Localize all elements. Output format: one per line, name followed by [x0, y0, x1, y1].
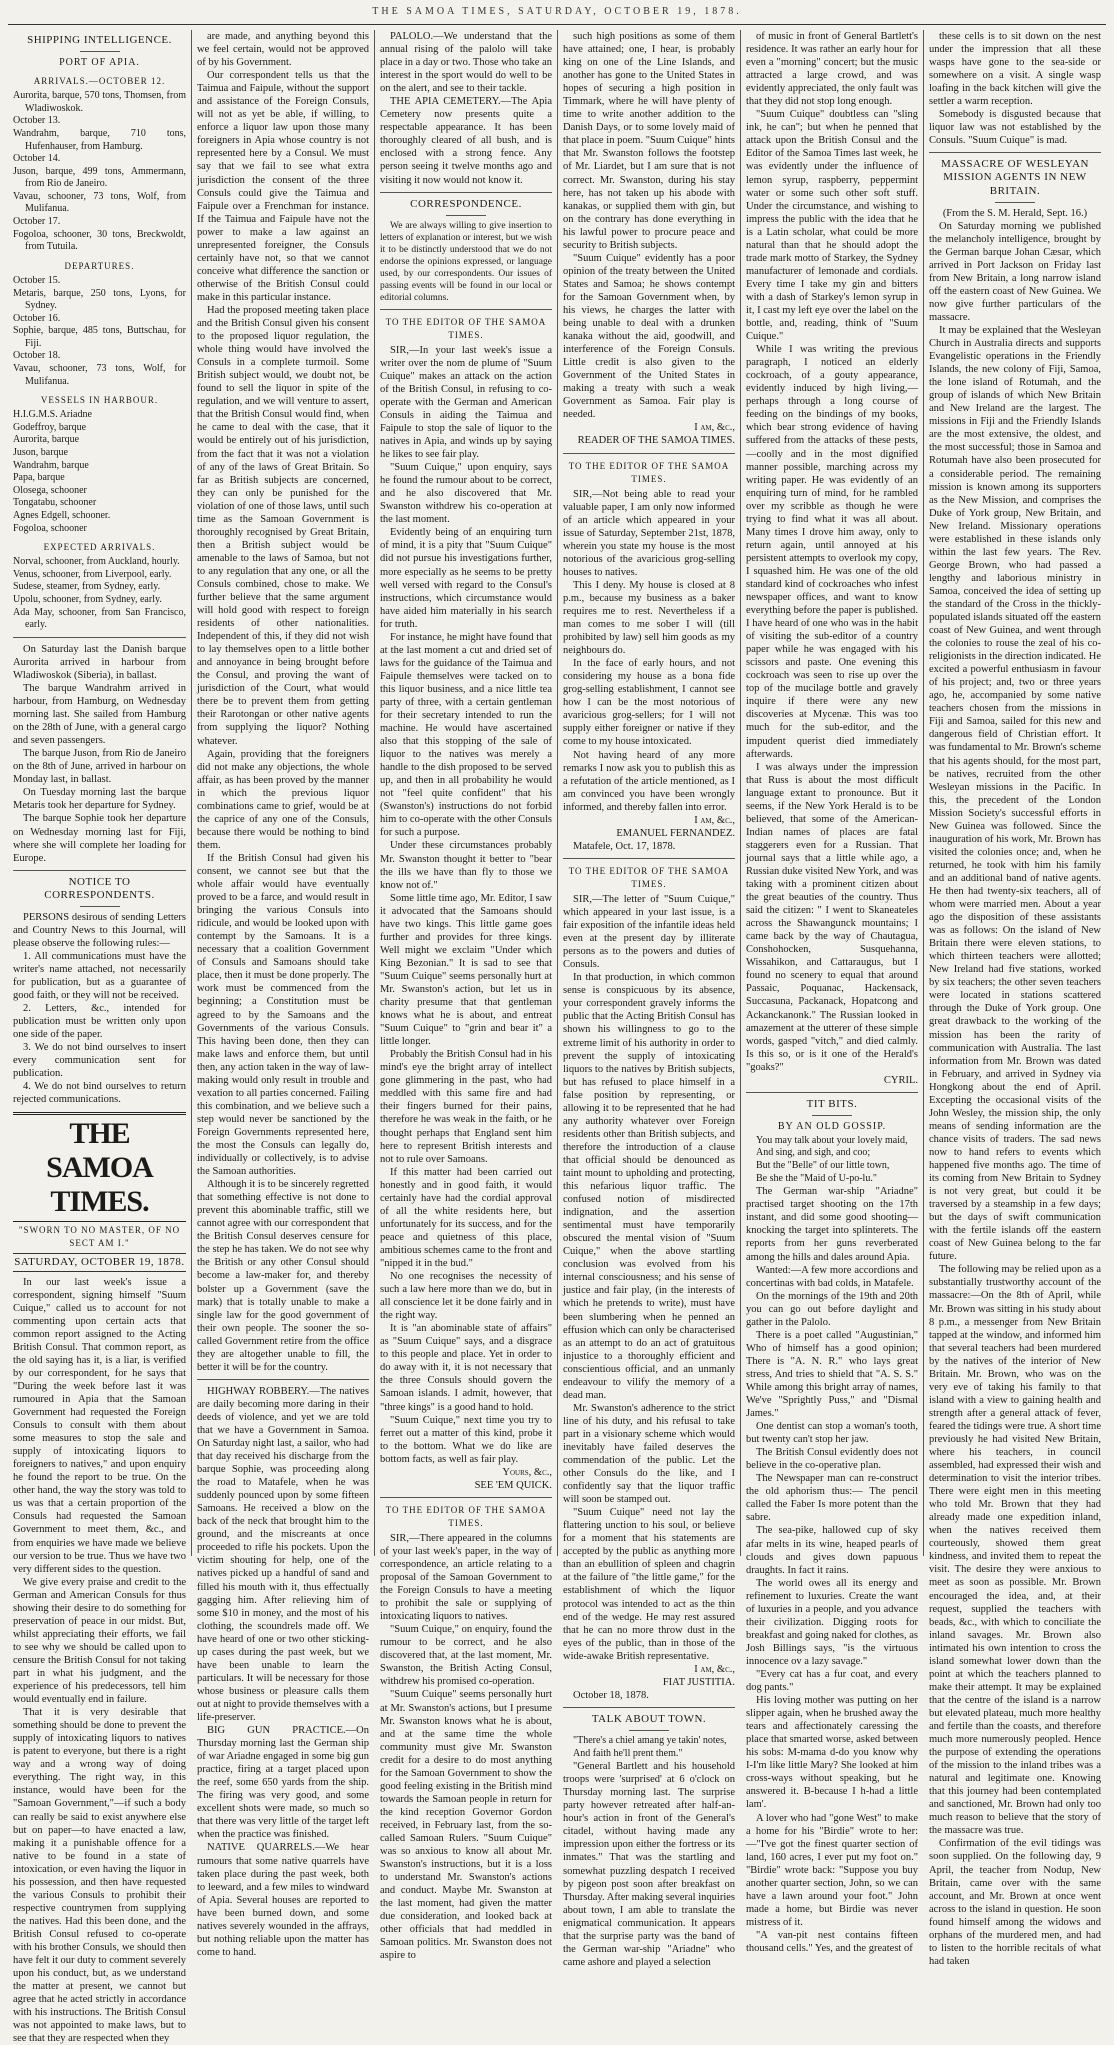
signature-line: Yours, &c., [502, 1466, 552, 1478]
column-2 [191, 30, 374, 1958]
running-head: THE SAMOA TIMES, SATURDAY, OCTOBER 19, 1878. [372, 6, 742, 17]
divider [80, 51, 120, 52]
expected-entry: Upolu, schooner, from Sydney, early. [13, 594, 162, 606]
expected-heading: EXPECTED ARRIVALS. [43, 542, 156, 553]
vessel-entry: Papa, barque [13, 472, 65, 484]
tit-bit-paragraph: The world owes all its energy and refinement to luxuries. Create the want of luxuries in a people, and you advance their civilization. Digging roots for breakfast and going naked for clothes, as Josh Billings says, "is the virtuous innocence ov a lazy savage." [746, 1577, 918, 1667]
leader-paragraph: We give every praise and credit to the German and American Consuls for thus showing their desire to do something for preservation of peace in our midst. But, whilst appreciating their efforts, we fail to see why we should be called upon to censure the British Consul for not taking part in what his judgment, and the experience of his predecessors, tell him would eventually end in failure. [13, 1576, 186, 1706]
column-6 [923, 30, 1106, 1967]
tit-bit-paragraph: Wanted:—A few more accordions and concertinas with bad colds, in Matafele. [746, 1264, 918, 1289]
expected-entry: Venus, schooner, from Liverpool, early. [13, 568, 172, 580]
letter-paragraph: SIR,—Not being able to read your valuable paper, I am only now informed of an article which appeared in your issue of Saturday, September 21st, 1878, wherein you state my house is the most notorious of the avaricious grog-selling houses to natives. [563, 488, 735, 578]
letter-paragraph: "Suum Cuique," on enquiry, found the rumour to be correct, and he also discovered that, at the last moment, Mr. Swanston, the British Acting Consul, withdrew his promised co-operation. [380, 1624, 552, 1688]
divider [380, 192, 552, 193]
arrival-entry: Fogoloa, schooner, 30 tons, Breckwoldt, from Tutuila. [13, 228, 186, 253]
arrivals-list [13, 90, 186, 254]
verse-line: Be she the "Maid of U-po-lu." [756, 1172, 877, 1184]
vessel-entry: Olosega, schooner [13, 484, 87, 496]
native-quarrels-item: NATIVE QUARRELS.—We hear rumours that some native quarrels have taken place during the past week, both to leeward, and a few miles to windward of Apia. Several houses are reported to have been burned down, and some natives severely wounded in the affrays, but nothing reliable upon the matter has come to hand. [197, 1842, 369, 1958]
divider [929, 152, 1101, 153]
vessel-entry: Godeffroy, barque [13, 421, 87, 433]
divider [13, 637, 186, 638]
notice-intro: PERSONS desirous of sending Letters and Country News to this Journal, will please observe the following rules:— [13, 911, 186, 949]
shipping-heading: SHIPPING INTELLIGENCE. [27, 34, 172, 46]
letter-paragraph: "Suum Cuique" seems personally hurt at Mr. Swanston's actions, but I presume Mr. Swanston knows what he is about, and at the same time the whole community must give Mr. Swanston credit for a desire to do most anything for the Samoan Government to show the good feeling existing in the British mind towards the Samoan people in return for the kind reception Governor Gordon received, in February last, from the so-called Samoan Rulers. "Suum Cuique" was so anxious to know all about Mr. Swanston's instructions, but it is a loss to understand Mr. Swanston's actions and conduct. Maybe Mr. Swanston at the last moment, had given the matter due consideration, and looked back at other officials that had meddled in Samoan politics. Mr. Swanston does not aspire to [380, 1689, 552, 1962]
departure-entry: October 18. [13, 350, 61, 362]
letter-reader [380, 1532, 552, 1963]
talk-paragraph: I was always under the impression that Russ is about the most difficult language extant to pronounce. But it seems, if the New York Herald is to be believed, that some of the American-Indian names of places are fatal staggerers even for a Russian. That journal says that a little while ago, a Russian duke visited New York, and was taking with a prominent citizen about the great beauties of the country. Thus said the citizen: " I went to Skaneateles across the Shawangunck mountains; I came back by the way of Chautagua, Conshohocken, Susquehanna, Wissahikon, and Cattaraugus, but I found no scenery to equal that around Passaic, Poquanac, Hackensack, Succasuna, Packanack, Hopatcong and Ackanckanonk." The Russian looked in amazement at the utterer of these simple words, gasped "vitch," and died calmly. Is this so, or is it one of the Herald's "goaks?" [746, 761, 918, 1073]
letter-paragraph: If this matter had been carried out honestly and in good faith, it would certainly have had the cordial approval of all the white residents here, but unfortunately for its success, and for the peace and quietness of this place, ambitious schemes came to the front and "nipped it in the bud." [380, 1166, 552, 1269]
letter-paragraph: SIR,—In your last week's issue a writer over the nom de plume of "Suum Cuique" makes an attack on the action of the British Consul, in refusing to co-operate with the German and American Consuls in aiding the Taimua and Faipule to stop the sale of liquor to the natives in Apia, and winds up by saying he likes to see fair play. [380, 344, 552, 461]
divider [746, 1092, 918, 1093]
letter-address: TO THE EDITOR OF THE SAMOA TIMES. [385, 316, 547, 340]
letter-paragraph: Evidently being of an enquiring turn of mind, it is a pity that "Suum Cuique" did not pursue his investigations further, more especially as he seems to be pretty well versed with regard to the Consul's instructions, which circumstance would have aided him materially in his search for truth. [380, 527, 552, 630]
issue-date: SATURDAY, OCTOBER 19, 1878. [13, 1253, 186, 1272]
divider [995, 202, 1035, 203]
signature-line: FIAT JUSTITIA. [662, 1676, 735, 1688]
tit-bit-paragraph: One dentist can stop a woman's tooth, but twenty can't stop her jaw. [746, 1421, 918, 1446]
divider [380, 1497, 552, 1498]
leader-paragraph: That it is very desirable that something should be done to prevent the supply of intoxicating liquors to natives is patent to everyone, but there is a right way and a wrong way of doing everything. The right way, in this instance, would have been for the "Samoan Government,"—if such a body can really be said to exist anywhere else but on paper—to have enacted a law, making it a punishable offence for a native to be found in a state of intoxication, or even having the liquor in his possession, and then have requested the various Consuls to prohibit their respective countrymen from supplying the natives. Had this been done, and the British Consul refused to co-operate with his brother Consuls, we should then have felt it our duty to comment severely upon his conduct, but, as we understand the matter at present, we cannot but agree that he acted strictly in accordance with his instructions. The British Consul was not appointed to make laws, but to see that they are respected when they [13, 1707, 186, 2045]
divider [563, 453, 735, 454]
shipping-paragraph: On Tuesday morning last the barque Metaris took her departure for Sydney. [13, 787, 186, 812]
massacre-heading: MASSACRE OF WESLEYAN MISSION AGENTS IN NEW BRITAIN. [941, 158, 1089, 197]
verse-line: But the "Belle" of our little town, [756, 1160, 890, 1172]
leader-article [13, 1276, 186, 2045]
masthead-title: THE SAMOA TIMES. [13, 1112, 186, 1222]
column-3 [374, 30, 557, 1962]
expected-list [13, 556, 186, 632]
vessel-entry: Tongatabu, schooner [13, 497, 97, 509]
notice-rule: 3. We do not bind ourselves to insert every communication sent for publication. [13, 1042, 186, 1080]
harbour-heading: VESSELS IN HARBOUR. [40, 395, 159, 406]
divider [13, 870, 186, 871]
departure-entry: Vavau, schooner, 73 tons, Wolf, for Mulifanua. [13, 363, 186, 387]
leader-continued [197, 30, 369, 1374]
header-rule [8, 24, 1106, 25]
vessel-entry: Juson, barque [13, 447, 68, 459]
tit-bit-paragraph: "Every cat has a fur coat, and every dog pants." [746, 1669, 918, 1694]
correspondence-note: We are always willing to give insertion to letters of explanation or interest, but we wish it to be distinctly understood that we do not endorse the opinions expressed, or language used, by our correspondents. Our issues of passing events will be found in our local or editorial columns. [380, 220, 552, 303]
letter-signature [563, 1663, 735, 1689]
letter-paragraph: Mr. Swanston's adherence to the strict line of his duty, and his refusal to take part in a visionary scheme which would inevitably have failed deserves the commendation of the public. Let the other Consuls do the like, and I confidently say that the liquor traffic will soon be stamped out. [563, 1402, 735, 1506]
leader-paragraph: Our correspondent tells us that the Taimua and Faipule, without the support and assistance of the Foreign Consuls, will not as yet be able, if willing, to enforce a liquor law upon those many foreigners in Apia whose country is not represented here by a Consul. We must say that we fail to see what extra jurisdiction the consent of the three Consuls could give the Taimua and Faipule over a Frenchman for instance. If the Taimua and Faipule have not the power to make a law against an unrepresented foreigner, the Consuls certainly have not, so that we cannot conceive what difference the sanction or otherwise of the British Consul could make in this particular instance. [197, 70, 369, 303]
divider [380, 309, 552, 310]
massacre-paragraph: Confirmation of the evil tidings was soon supplied. On the following day, 9 April, the teacher from Nodup, New Britain, came over with the same account, and Mr. Brown at once went across to the island in question. He soon found himself among the widows and orphans of the murdered men, and had to listen to the horrible recitals of what had taken [929, 1838, 1101, 1967]
leader-paragraph: In our last week's issue a correspondent, signing himself "Suum Cuique," called us to account for not commenting upon certain acts that common report assigned to the Acting British Consul. That common report, as the old saying has it, is a liar, is verified by our correspondent, for he says that "During the week before last it was rumoured in Apia that the Samoan Government had requested the Foreign Consuls to consult with them about some measures to stop the sale and supply of intoxicating liquors to foreigners to natives," and upon enquiry he found the report to be true. On the other hand, the way the story was told to us was that a certain proportion of the Consuls had requested the Samoan Government to meet them, &c., and from enquiries we have made we believe our version to be true. Thus we have two very different sides to the question. [13, 1276, 186, 1575]
massacre-paragraph: The following may be relied upon as a substantially trustworthy account of the massacre:—On the 8th of April, while Mr. Brown was sitting in his study about 8 p.m., a messenger from New Britain tapped at the window, and informed him that several teachers had been murdered by the natives of the interior of New Britain. Mr. Brown, who was on the very eve of taking his family to that island with a view to gaining health and strength after a general attack of fever, feared the tidings were true. A short time previously he had visited New Britain, where his teachers, in council assembled, had expressed their wish and determination to visit the interior tribes. There were eight men in this meeting who told Mr. Brown that they had already made one expedition inland, when the natives received them courteously, showed them great kindness, and invited them to repeat the visit. The desire they were anxious to meet as soon as possible. Mr. Brown encouraged the idea, and, at their request, supplied the teachers with beads, &c., with which to conciliate the inland savages. Mr. Brown also intimated his own intention to cross the island somewhat lower down than the point at which the teachers planned to make their attempt. It may be explained that the centre of the island is a narrow but elevated plateau, much more healthy and fertile than the coasts, and therefore much more numerously peopled. Hence the purpose of extending the operations of the mission to the inland tribes was a natural and legitimate one. Knowing that this journey had been contemplated and sanctioned, Mr. Brown had only too much reason to believe that the story of the massacre was true. [929, 1264, 1101, 1837]
letter-paragraph: Probably the British Consul had in his mind's eye the bright array of intellect gone glimmering in the past, who had meddled with this same fire and had their fingers burned for their pains, therefore he was weak in the faith, or he thought perhaps that England sent him here to represent British interests and not to rule over Samoans. [380, 1049, 552, 1165]
expected-entry: Sudese, steamer, from Sydney, early. [13, 581, 161, 593]
letter-paragraph: Under these circumstances probably Mr. Swanston thought it better to "bear the ills we have than fly to those we know not of." [380, 840, 552, 891]
letter-paragraph: SIR,—There appeared in the columns of your last week's paper, in the way of correspondence, an article relating to a proposal of the Samoan Government to the Foreign Consuls to have a meeting to prohibit the sale or supplying of intoxicating liquors to natives. [380, 1532, 552, 1623]
letter-paragraph: "Suum Cuique" evidently has a poor opinion of the treaty between the United States and Samoa; he shows contempt for the Samoan Government when, by his views, he charges the latter with being unable to deal with a drunken kanaka without the aid, goodwill, and interference of the Foreign Consuls. Little credit is also given to the Government of the United States in making a treaty with such a weak Government as Samoa. Fair play is needed. [563, 252, 735, 421]
letter-paragraph: SIR,—The letter of "Suum Cuique," which appeared in your last issue, is a fair exposition of the infantile ideas held even at the present day by illiterate persons as to the powers and duties of Consuls. [563, 894, 735, 971]
signature-line: I am, &c., [694, 422, 735, 434]
letter-reader-continued [563, 30, 735, 421]
arrival-entry: October 17. [13, 216, 61, 228]
talk-signature: CYRIL. [883, 1074, 918, 1086]
signature-line: I am, &c., [694, 1663, 735, 1675]
talk-about-town-continued [746, 30, 918, 1074]
shipping-paragraph: The barque Juson, from Rio de Janeiro on the 8th of June, arrived in harbour on Monday last, in ballast. [13, 748, 187, 786]
letter-paragraph: Not having heard of any more remarks I now ask you to publish this as a refutation of the article mentioned, as I am convinced you have been wrongly informed, and thereby fallen into error. [563, 749, 735, 813]
tit-bits [746, 1185, 918, 1955]
letter-paragraph: "Suum Cuique" need not lay the flattering unction to his soul, or believe for a moment that his statements are accepted by the public as anything more than an ebullition of spleen and chagrin at the failure of "the little game," for the establishment of which the liquor protocol was intended to act as the thin end of the wedge. He may rest assured that he can no more throw dust in the eyes of the public, than in those of the wide-awake British representative. [563, 1507, 735, 1662]
arrival-entry: Wandrahm, barque, 710 tons, Hufenhauser, from Hamburg. [13, 127, 186, 152]
letter-signature [563, 814, 735, 840]
cemetery-item: THE APIA CEMETERY.—The Apia Cemetery now presents quite a respectable appearance. It has been thoroughly cleared of all bush, and is enclosed with a strong fence. Any person seeing it twelve months ago and visiting it now would not know it. [380, 96, 552, 186]
leader-paragraph: If the British Consul had given his consent, we cannot see but that the whole affair would have eventually proved to be a farce, and would result in bringing the various Consuls into ridicule, and would be looked upon with contempt by the Samoans. It is a necessary that a coalition Government of Consuls and Samoans should take place, then it must be done properly. The work must be commenced from the beginning; a Constitution must be agreed to by the Samoans and the Governments of the various Consuls. This having been done, then they can make laws and enforce them, but until then, any action taken in the way of law-making would only result in trouble and vexation to all parties concerned. Failing this combination, and we believe such a step would never be sanctioned by the Foreign Governments represented here, the most the Consuls can legally do, individually or collectively, is to advise the Samoan authorities. [197, 852, 369, 1178]
notice-rule: 2. Letters, &c., intended for publication must be written only upon one side of the paper. [13, 1003, 186, 1041]
talk-about-town [563, 1760, 735, 1969]
vessel-entry: Wandrahm, barque [13, 459, 89, 471]
letter-address: TO THE EDITOR OF THE SAMOA TIMES. [568, 865, 730, 889]
tit-bits-byline: BY AN OLD GOSSIP. [777, 1120, 887, 1132]
leader-paragraph: are made, and anything beyond this we feel certain, would not be approved of by his Government. [197, 31, 369, 69]
expected-entry: Norval, schooner, from Auckland, hourly. [13, 556, 180, 568]
verse-line: And sing, and sigh, and coo; [756, 1147, 871, 1159]
column-1 [8, 30, 191, 2045]
verse-line: "There's a chiel amang ye takin' notes, [573, 1734, 727, 1746]
letter-paragraph: "Suum Cuique," upon enquiry, says he found the rumour about to be correct, and he also discovered that Mr. Swanston withdrew his co-operation at the last moment. [380, 462, 552, 526]
signature-line: READER OF THE SAMOA TIMES. [577, 435, 735, 447]
tit-bit-paragraph: A lover who had "gone West" to make a home for his "Birdie" wrote to her:—"I've got the finest quarter section of land, 160 acres, I ever put my foot on." "Birdie" wrote back: "Suppose you buy another quarter section, John, so we can have a lawn around your foot." John made a home, but Birdie was never mistress of it. [746, 1812, 918, 1928]
expected-entry: Ada May, schooner, from San Francisco, early. [13, 606, 186, 631]
arrival-entry: Vavau, schooner, 73 tons, Wolf, from Mulifanua. [13, 190, 186, 215]
notice-rule: 4. We do not bind ourselves to return rejected communications. [13, 1081, 186, 1106]
massacre-source: (From the S. M. Herald, Sept. 16.) [942, 207, 1088, 219]
talk-paragraph: of music in front of General Bartlett's residence. It was rather an early hour for even a "morning" concert; but the music attracted a large crowd, and was evidently appreciated, the only fault was that they did not stop long enough. [746, 31, 918, 108]
tit-bit-paragraph: "A van-pit nest contains fifteen thousand cells." Yes, and the greatest of [746, 1929, 918, 1954]
verse-line: And faith he'll prent them." [573, 1747, 683, 1759]
letter-paragraph: For instance, he might have found that at the last moment a cut and dried set of laws for the guidance of the Taimua and Faipule themselves were tacked on to this liquor business, and a nice little tea party of three, with a certain gentleman for their secretary intended to run the machine. He would have ascertained also that this stopping of the sale of liquor to the natives was merely a handle to the dish proposed to be served up, and then in all probability he would not "feel quite confident" that his (Swanston's) instructions do not forbid him to co-operate with the other Consuls for such a purpose. [380, 631, 552, 839]
massacre-article [929, 220, 1101, 1968]
tit-bit-paragraph: There is a poet called "Augustinian," Who of himself has a good opinion; There is "A. N. R." who lays great stress, And tries to shield that "A. S. S." While among this bright array of names, We've "Sprightly Puss," and "Dismal James." [746, 1329, 918, 1420]
letter-paragraph: such high positions as some of them have attained; one, I hear, is probably king on one of the Line Islands, and another has gone to the United States in hopes of securing a high position in Timmark, where he will have plenty of time to write another addition to the Danish Days, or to some lovely maid of that place in poem. "Suum Cuique" hints that Mr. Swanston follows the footstep of Mr. Liardet, but I am sure that is not correct. Mr. Swanston, during his stay here, has not taken up his abode with kanakas, or supplied them with gin, but on the contrary has done everything in his lawful power to procure peace and security to British subjects. [563, 31, 735, 251]
signature-line: EMANUEL FERNANDEZ. [616, 827, 735, 839]
letter-fiat-justitia [563, 893, 735, 1663]
departure-entry: Metaris, barque, 250 tons, Lyons, for Sydney. [13, 287, 186, 312]
signature-line: I am, &c., [694, 814, 735, 826]
shipping-notes [13, 643, 186, 865]
tit-bit-paragraph: The Newspaper man can re-construct the old aphorism thus:— The pencil called the Faber Is more potent than the sabre. [746, 1473, 918, 1524]
departures-list [13, 275, 186, 388]
divider [563, 858, 735, 859]
divider [80, 906, 120, 907]
letter-signature [563, 421, 735, 447]
talk-about-town-heading: TALK ABOUT TOWN. [591, 1712, 707, 1725]
letter-dateline: October 18, 1878. [573, 1689, 649, 1701]
vessel-entry: Agnes Edgell, schooner. [13, 510, 111, 522]
arrival-entry: October 14. [13, 153, 61, 165]
arrival-entry: Aurorita, barque, 570 tons, Thomsen, from Wladiwoskok. [13, 90, 186, 114]
departure-entry: Sophie, barque, 485 tons, Buttschau, for Fiji. [13, 325, 186, 349]
departure-entry: October 15. [13, 274, 61, 286]
tit-bit-paragraph: The German war-ship "Ariadne" practised target shooting on the 17th instant, and did some good shooting—knocking the target into splinterets. The reports from her guns reverberated among the hills and dales around Apia. [746, 1186, 918, 1263]
talk-epigraph [563, 1735, 735, 1760]
shipping-paragraph: On Saturday last the Danish barque Aurorita arrived in harbour from Wladiwoskok (Siberia), in ballast. [13, 643, 186, 681]
notice-rule: 1. All communications must have the writer's name attached, not necessarily for publication, but as a guarantee of good faith, or they will not be received. [13, 950, 186, 1002]
letter-paragraph: In the face of early hours, and not considering my house as a bona fide grog-selling establishment, I cannot see how I can be the most notorious of avaricious grog-sellers; for I will not supply either foreigner or native if they come to my house intoxicated. [563, 658, 735, 748]
letter-see-em-quick [380, 344, 552, 1466]
divider [812, 1115, 852, 1116]
arrivals-heading: ARRIVALS.—OCTOBER 12. [33, 76, 166, 87]
leader-paragraph: Had the proposed meeting taken place and the British Consul given his consent to the proposed liquor regulation, the whole thing would have involved the Consuls in a complete turmoil. Some British subject would, we doubt not, be found to sell the liquor in spite of the regulation, and we will venture to assert, that the British Consul would find, when he came to deal with the case, that it would be entirely out of his jurisdiction, from the fact that it was not a violation of any of the laws of Great Britain. So far as British subjects are concerned, they can only be punished for the violation of one of those laws, until such time as the Samoan Government is thoroughly recognised by Great Britain, then a British subject would be amenable to the laws of Samoa, but not to any regulation that any one, or all the Consuls combined, chose to make. We further believe that the same argument will hold good with respect to foreign residents of other nationalities. Independent of this, if they did not wish to lay themselves open to a little bother and annoyance in being brought before the Consul, and proving the want of jurisdiction of the Court, what would there be to prevent them from getting their Rarotongan or other native agents from supplying the liquor? Nothing whatever. [197, 304, 369, 747]
tit-bits-verse [746, 1135, 918, 1185]
notice-rules [13, 950, 186, 1107]
tit-bit-paragraph: The sea-pike, hallowed cup of sky afar melts in its wine, heaped pearls of clouds and gives down papuous draughts. In fact it rains. [746, 1525, 918, 1576]
letter-dateline: Matafele, Oct. 17, 1878. [573, 840, 676, 852]
massacre-paragraph: It may be explained that the Wesleyan Church in Australia directs and supports Evangelistic operations in the Friendly Islands, the new colony of Fiji, Samoa, the lone island of Rotumah, and the group of islands of which New Britain and New Ireland are the largest. The missions in Fiji and the Friendly Islands are the most extensive, the oldest, and the most successful; those in Samoa and Rotumah have also been prosecuted for a considerable period. The remaining mission is known among its supporters as the New Mission, and comprises the Duke of York group, New Britain, and New Ireland. Missionary operations were established in these islands only within the last few years. The Rev. George Brown, who had passed a lengthy and laborious ministry in Samoa, conceived the idea of setting up the standard of the Cross in the thickly-populated islands situated off the eastern coast of New Guinea, and went through the colonies to rouse the zeal of his co-religionists in the direction indicated. He excited a powerful enthusiasm in favour of his project; and, two or three years ago, he, accompanied by some native teachers chosen from the missions in Fiji and Samoa, sailed for this new and dangerous field of Christian effort. It was fundamental to Mr. Brown's scheme that his agents should, for the most part, be natives, recruited from the other Wesleyan missions in the Pacific. In this, the precedent of the London Mission Society's successful efforts in New Guinea was followed. Since the inauguration of his work, Mr. Brown has visited the colonies once; and, when he returned, he took with him his family and an additional band of native agents. He then had twenty-six teachers, all of whom were married men. About a year ago the disposition of these assistants was as follows: On the island of New Britain there were eleven stations, to which thirteen teachers were allotted; New Ireland had five stations, worked by six teachers; the other seven teachers were located in stations scattered through the Duke of York group. One great drawback to the working of the mission has been the rarity of communication with Australia. The last information from Mr. Brown was dated in February, and arrived in Sydney via Hongkong about the end of April. Excepting the occasional visits of the John Wesley, the mission ship, the only means of sending information are the chance visits of traders. The sad news now to hand refers to events which happened five months ago. The time of its coming from New Britain to Sydney is not very great, but could it be traversed by a steamship in a few days; but the days of swift communication with the fertile islands off the eastern coast of New Guinea belong to the far future. [929, 324, 1101, 1263]
correspondence-heading: CORRESPONDENCE. [410, 197, 522, 210]
column-4 [557, 30, 740, 1968]
vessel-entry: Fogoloa, schooner [13, 522, 87, 534]
arrival-entry: Juson, barque, 499 tons, Ammermann, from Rio de Janeiro. [13, 165, 186, 190]
tit-bit-paragraph: The British Consul evidently does not believe in the co-operative plan. [746, 1447, 918, 1472]
letter-address: TO THE EDITOR OF THE SAMOA TIMES. [568, 460, 730, 484]
port-heading: PORT OF APIA. [59, 57, 140, 69]
signature-line: SEE 'EM QUICK. [474, 1479, 552, 1491]
tit-bits-heading: TIT BITS. [806, 1097, 858, 1110]
letter-fernandez [563, 488, 735, 814]
divider [197, 1379, 369, 1380]
verse-line: You may talk about your lovely maid, [756, 1134, 908, 1146]
talk-paragraph: "Suum Cuique" doubtless can "sling ink, he can"; but when he penned that attack upon the British Consul and the Editor of the Samoa Times last week, he was evidently under the influence of lemon syrup, raspberry, peppermint water or some such other soft stuff. Under the circumstance, and wishing to impress the public with the idea that he is a Latin scholar, what could be more natural than that he should adopt the trade mark motto of Starkey, the Sydney manufacturer of lemonade and cordials. Every time I take my gin and bitters with a dash of Starkey's lemon syrup in it, I cast my left eye over the label on the bottle, and, reading, think of "Suum Cuique." [746, 109, 918, 343]
shipping-paragraph: The barque Sophie took her departure on Wednesday morning last for Fiji, where she will complete her loading for Europe. [13, 813, 186, 864]
tit-bit-paragraph: His loving mother was putting on her slipper again, when he brushed away the tears and affectionately caressing the place that smarted worse, asked between his sobs: M-mama d-do you know why I-I'm like little Mary? She looked at him cross-ways without speaking, but he answered it. B-because I h-had a little lam'. [746, 1695, 918, 1811]
tit-bit-paragraph: these cells is to sit down on the nest under the impression that all these wasps have gone to the sea-side or somewhere on a visit. A single wasp loafing in the back kitchen will give the settler a warm reception. [929, 31, 1101, 108]
highway-robbery-item: HIGHWAY ROBBERY.—The natives are daily becoming more daring in their deeds of violence, and yet we are told that we have a Government in Samoa. On Saturday night last, a sailor, who had that day received his discharge from the barque Sophie, was proceeding along the road to Matafele, when he was suddenly pounced upon by some fifteen Samoans. He received a blow on the back of the neck that brought him to the ground, and the miscreants at once proceeded to rifle his pockets. Upon the victim shouting for help, one of the natives picked up a handful of sand and filled his mouth with it, thus effectually gagging him. After relieving him of some $10 in money, and the most of his clothing, the scoundrels made off. We have heard of one or two other sticking-up cases during the past week, but we have been unable to learn the particulars. It will be necessary for those whose business or pleasure calls them out at night to provide themselves with a life-preserver. [197, 1385, 369, 1723]
harbour-list [13, 409, 186, 535]
talk-paragraph: "General Bartlett and his household troops were 'surprised' at 6 o'clock on Thursday morning last. The surprise party however retreated after half-an-hour's action in front of the General's citadel, without having made any impression upon either the fortress or its inmates." That was the startling and somewhat puzzling despatch I received by pigeon post soon after breakfast on Thursday. After making several inquiries about town, I am able to translate the enigmatical communication. It appears that the surprise party was the band of the German war-ship "Ariadne" who came ashore and played a selection [563, 1761, 735, 1968]
letter-signature [380, 1466, 552, 1492]
tit-bits-continued [929, 30, 1101, 147]
tit-bit-paragraph: On the mornings of the 19th and 20th you can go out before daylight and gather in the Palolo. [746, 1290, 918, 1328]
vessel-entry: H.I.G.M.S. Ariadne [13, 409, 92, 421]
divider [563, 1707, 735, 1708]
departure-entry: October 16. [13, 312, 61, 324]
vessel-entry: Aurorita, barque [13, 434, 80, 446]
massacre-paragraph: On Saturday morning we published the melancholy intelligence, brought by the German barque Johan Cæsar, which arrived in Port Jackson on Friday last from New Britain, a long narrow island off the eastern coast of New Guinea. We now give further particulars of the massacre. [929, 220, 1101, 323]
column-5 [740, 30, 923, 1954]
letter-address: TO THE EDITOR OF THE SAMOA TIMES. [385, 1504, 547, 1528]
talk-paragraph: While I was writing the previous paragraph, I noticed an elderly cockroach, of a gouty appearance, evidently induced by high living,—perhaps through a long course of feeding on the bindings of my books, which bear strong evidence of having suffered from the attacks of these pests,—coolly and in the most dignified manner possible, marching across my writing paper. He was evidently of an enquiring turn of mind, for he rambled over my scribble as though he were trying to find what it was all about. Many times I drove him away, only to return again, until annoyed at his persistent attempts to overlook my copy, I squashed him. He was one of the old standard kind of cockroaches who infest newspaper offices, and want to know everything before the paper is published. I have heard of one who was in the habit of visiting the sub-editor of a country paper while he was engaged with his scissors and paste. One evening this cockroach was seen to rise up over the top of the mucilage bottle and gravely inquire if there were any new discoveries at Mycenæ. This was too much for the sub-editor, and the impudent querist died immediately afterwards. [746, 344, 918, 760]
arrival-entry: October 13. [13, 115, 61, 127]
divider [446, 215, 486, 216]
leader-paragraph: Although it is to be sincerely regretted that something effective is not done to prevent this abominable traffic, still we cannot agree with our correspondent that the British Consul deserves censure for the step he has taken. We do not see why the British or any other Consul should become a law-maker for, and thereby bolster up a Government (save the mark) that is totally unable to make a single law for the good government of their own people. The sooner the so-called Government retire from the office they are altogether unable to fill, the better it will be for the country. [197, 1179, 369, 1373]
notice-heading: NOTICE TO CORRESPONDENTS. [44, 875, 155, 901]
letter-paragraph: No one recognises the necessity of such a law here more than we do, but in all conscience let it be done fairly and in the right way. [380, 1271, 552, 1322]
letter-paragraph: This I deny. My house is closed at 8 p.m., because my business as a baker requires me to rest. Nevertheless if a man comes to me sober I will (till prohibited by law) sell him goods as my neighbours do. [563, 579, 735, 657]
departures-heading: DEPARTURES. [64, 260, 135, 271]
divider [629, 1730, 669, 1731]
shipping-paragraph: The barque Wandrahm arrived in harbour, from Hamburg, on Wednesday morning last. She sailed from Hamburg on the 28th of June, with a general cargo and seven passengers. [13, 682, 186, 747]
masthead-motto: "SWORN TO NO MASTER, OF NO SECT AM I." [18, 1225, 181, 1249]
columns [8, 30, 1108, 2045]
leader-paragraph: Again, providing that the foreigners did not make any objections, the whole affair, as has been proved by the manner in which the previous liquor combinations came to grief, would be at the caprice of any one of the Consuls, because there would be nothing to bind them. [197, 748, 369, 851]
tit-bit-paragraph: Somebody is disgusted because that liquor law was not established by the Consuls. "Suum Cuique" is mad. [929, 109, 1101, 147]
letter-paragraph: "Suum Cuique," next time you try to ferret out a matter of this kind, probe it to the bottom. What we do like are bottom facts, as well as fair play. [380, 1414, 552, 1465]
palolo-item: PALOLO.—We understand that the annual rising of the palolo will take place in a day or two. Those who take an interest in the sport would do well to be on the alert, and see to their tackle. [380, 31, 552, 95]
big-gun-practice-item: BIG GUN PRACTICE.—On Thursday morning last the German ship of war Ariadne engaged in some big gun practice, firing at a target placed upon the reef, some 650 yards from the ship. The firing was very good, and some excellent shots were made, so much so that there was very little of the target left when the practice was finished. [197, 1725, 369, 1841]
letter-paragraph: Some little time ago, Mr. Editor, I saw it advocated that the Samoans should have two kings. This little game goes further and provides for three kings. Well might we exclaim "Under which King Bezonian." It is sad to see that "Suum Cuique" seems personally hurt at Mr. Swanston's action, but let us in charity presume that that gentleman knows what he is about, and entreat "Suum Cuique" to "grin and bear it" a little longer. [380, 892, 552, 1048]
letter-paragraph: In that production, in which common sense is conspicuous by its absence, your correspondent gravely informs the public that the Acting British Consul has shown his willingness to go to the extreme limit of his authority in order to prevent the supply of intoxicating liquors to the natives by British subjects, but has refused to place himself in a false position by representing, or allowing it to be represented that he had any authority whatever over Foreign residents other than British subjects, and therefore the introduction of a clause that official should be denounced as taint mount to upholding and protecting, this nefarious liquor traffic. The confused notion of misdirected indignation, and the assertion sentimental must have temporarily obscured the mental vision of "Suum Cuique," when the above startling conclusion was evolved from his internal consciousness; and his sense of justice and fair play, (in the interests of which he pretends to write), must have been slumbering when he penned an effusion which can only be characterised as an attempt to do an act of gratuitous injustice to a thoroughly efficient and conscientious official, and an unmanly endeavour to vilify the memory of a dead man. [563, 972, 735, 1401]
letter-paragraph: It is "an abominable state of affairs" as "Suum Cuique" says, and a disgrace to this people and place. Yet in order to do away with it, it is not necessary that the three Consuls should govern the Samoan islands. I admit, however, that "three kings" is a good hand to hold. [380, 1323, 552, 1413]
